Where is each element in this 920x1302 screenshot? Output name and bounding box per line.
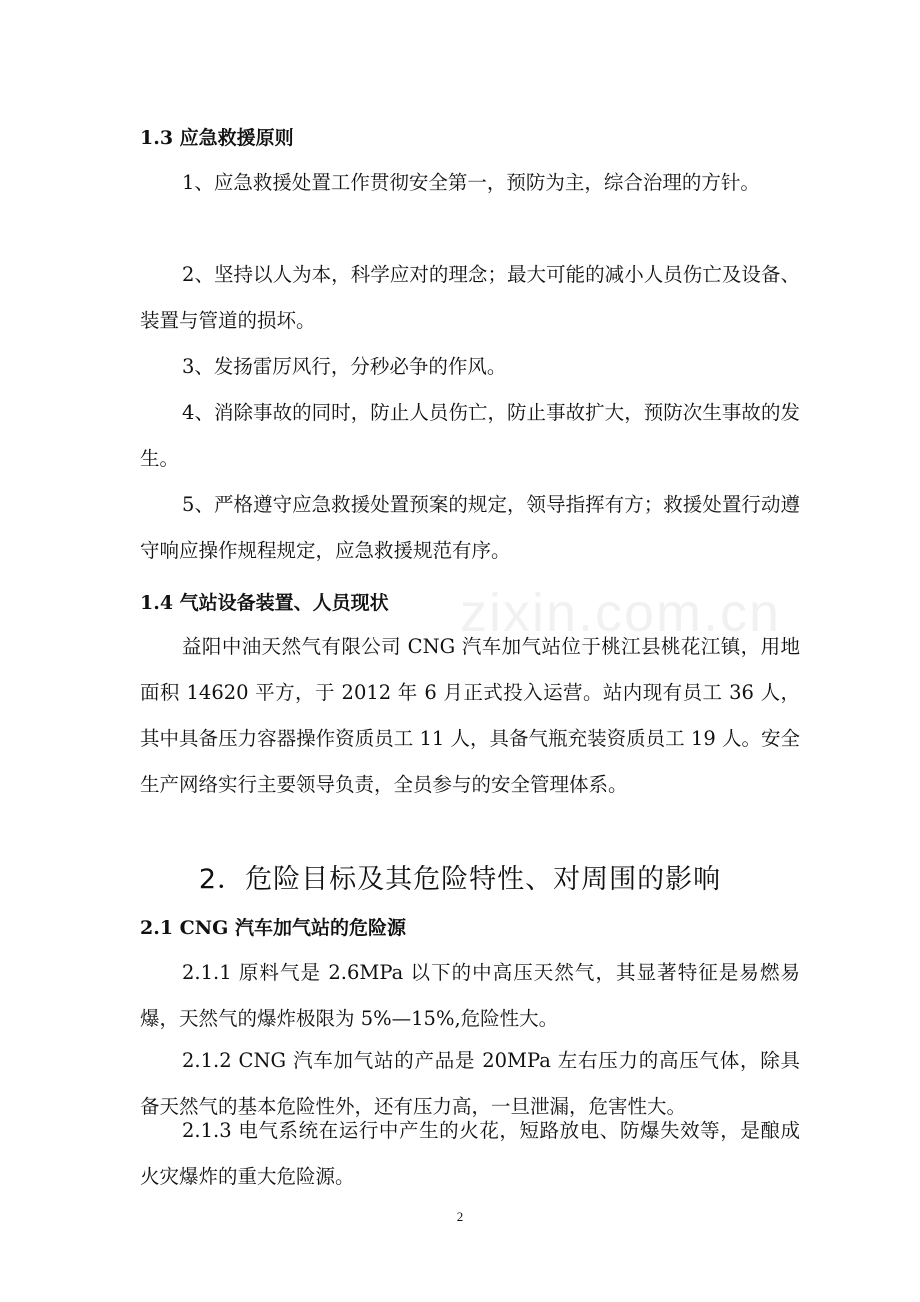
- paragraph: 2、坚持以人为本，科学应对的理念；最大可能的减小人员伤亡及设备、装置与管道的损坏。: [140, 263, 800, 332]
- section-heading-1-3: 1.3 应急救援原则: [140, 127, 294, 149]
- paragraph: 5、严格遵守应急救援处置预案的规定，领导指挥有方；救援处置行动遵守响应操作规程规定，应急救援规范有序。: [140, 493, 800, 562]
- chapter-heading-2: 2．危险目标及其危险特性、对周围的影响: [198, 864, 722, 895]
- paragraph: 4、消除事故的同时，防止人员伤亡，防止事故扩大，预防次生事故的发生。: [140, 401, 800, 470]
- page-number: 2: [456, 1209, 464, 1224]
- paragraph: 益阳中油天然气有限公司 CNG 汽车加气站位于桃江县桃花江镇，用地面积 14620 平方，于 2012 年 6 月正式投入运营。站内现有员工 36 人，其中具备压力容器操作资质员工 11 人，具备气瓶充装资质员工 19 人。安全生产网络实行主要领导负责，全员参与的安全管理体系。: [140, 635, 800, 796]
- paragraph: 2.1.3 电气系统在运行中产生的火花，短路放电、防爆失效等，是酿成火灾爆炸的重大危险源。: [140, 1119, 800, 1188]
- paragraph: 1、应急救援处置工作贯彻安全第一，预防为主，综合治理的方针。: [182, 171, 760, 194]
- paragraph: 3、发扬雷厉风行，分秒必争的作风。: [182, 355, 507, 378]
- paragraph: 2.1.1 原料气是 2.6MPa 以下的中高压天然气，其显著特征是易燃易爆，天然气的爆炸极限为 5%—15%,危险性大。: [140, 961, 800, 1030]
- section-heading-1-4: 1.4 气站设备装置、人员现状: [140, 592, 389, 614]
- paragraph: 2.1.2 CNG 汽车加气站的产品是 20MPa 左右压力的高压气体，除具备天然气的基本危险性外，还有压力高，一旦泄漏，危害性大。: [140, 1049, 800, 1118]
- watermark: zixin.com.cn: [460, 583, 782, 643]
- section-heading-2-1: 2.1 CNG 汽车加气站的危险源: [140, 917, 407, 939]
